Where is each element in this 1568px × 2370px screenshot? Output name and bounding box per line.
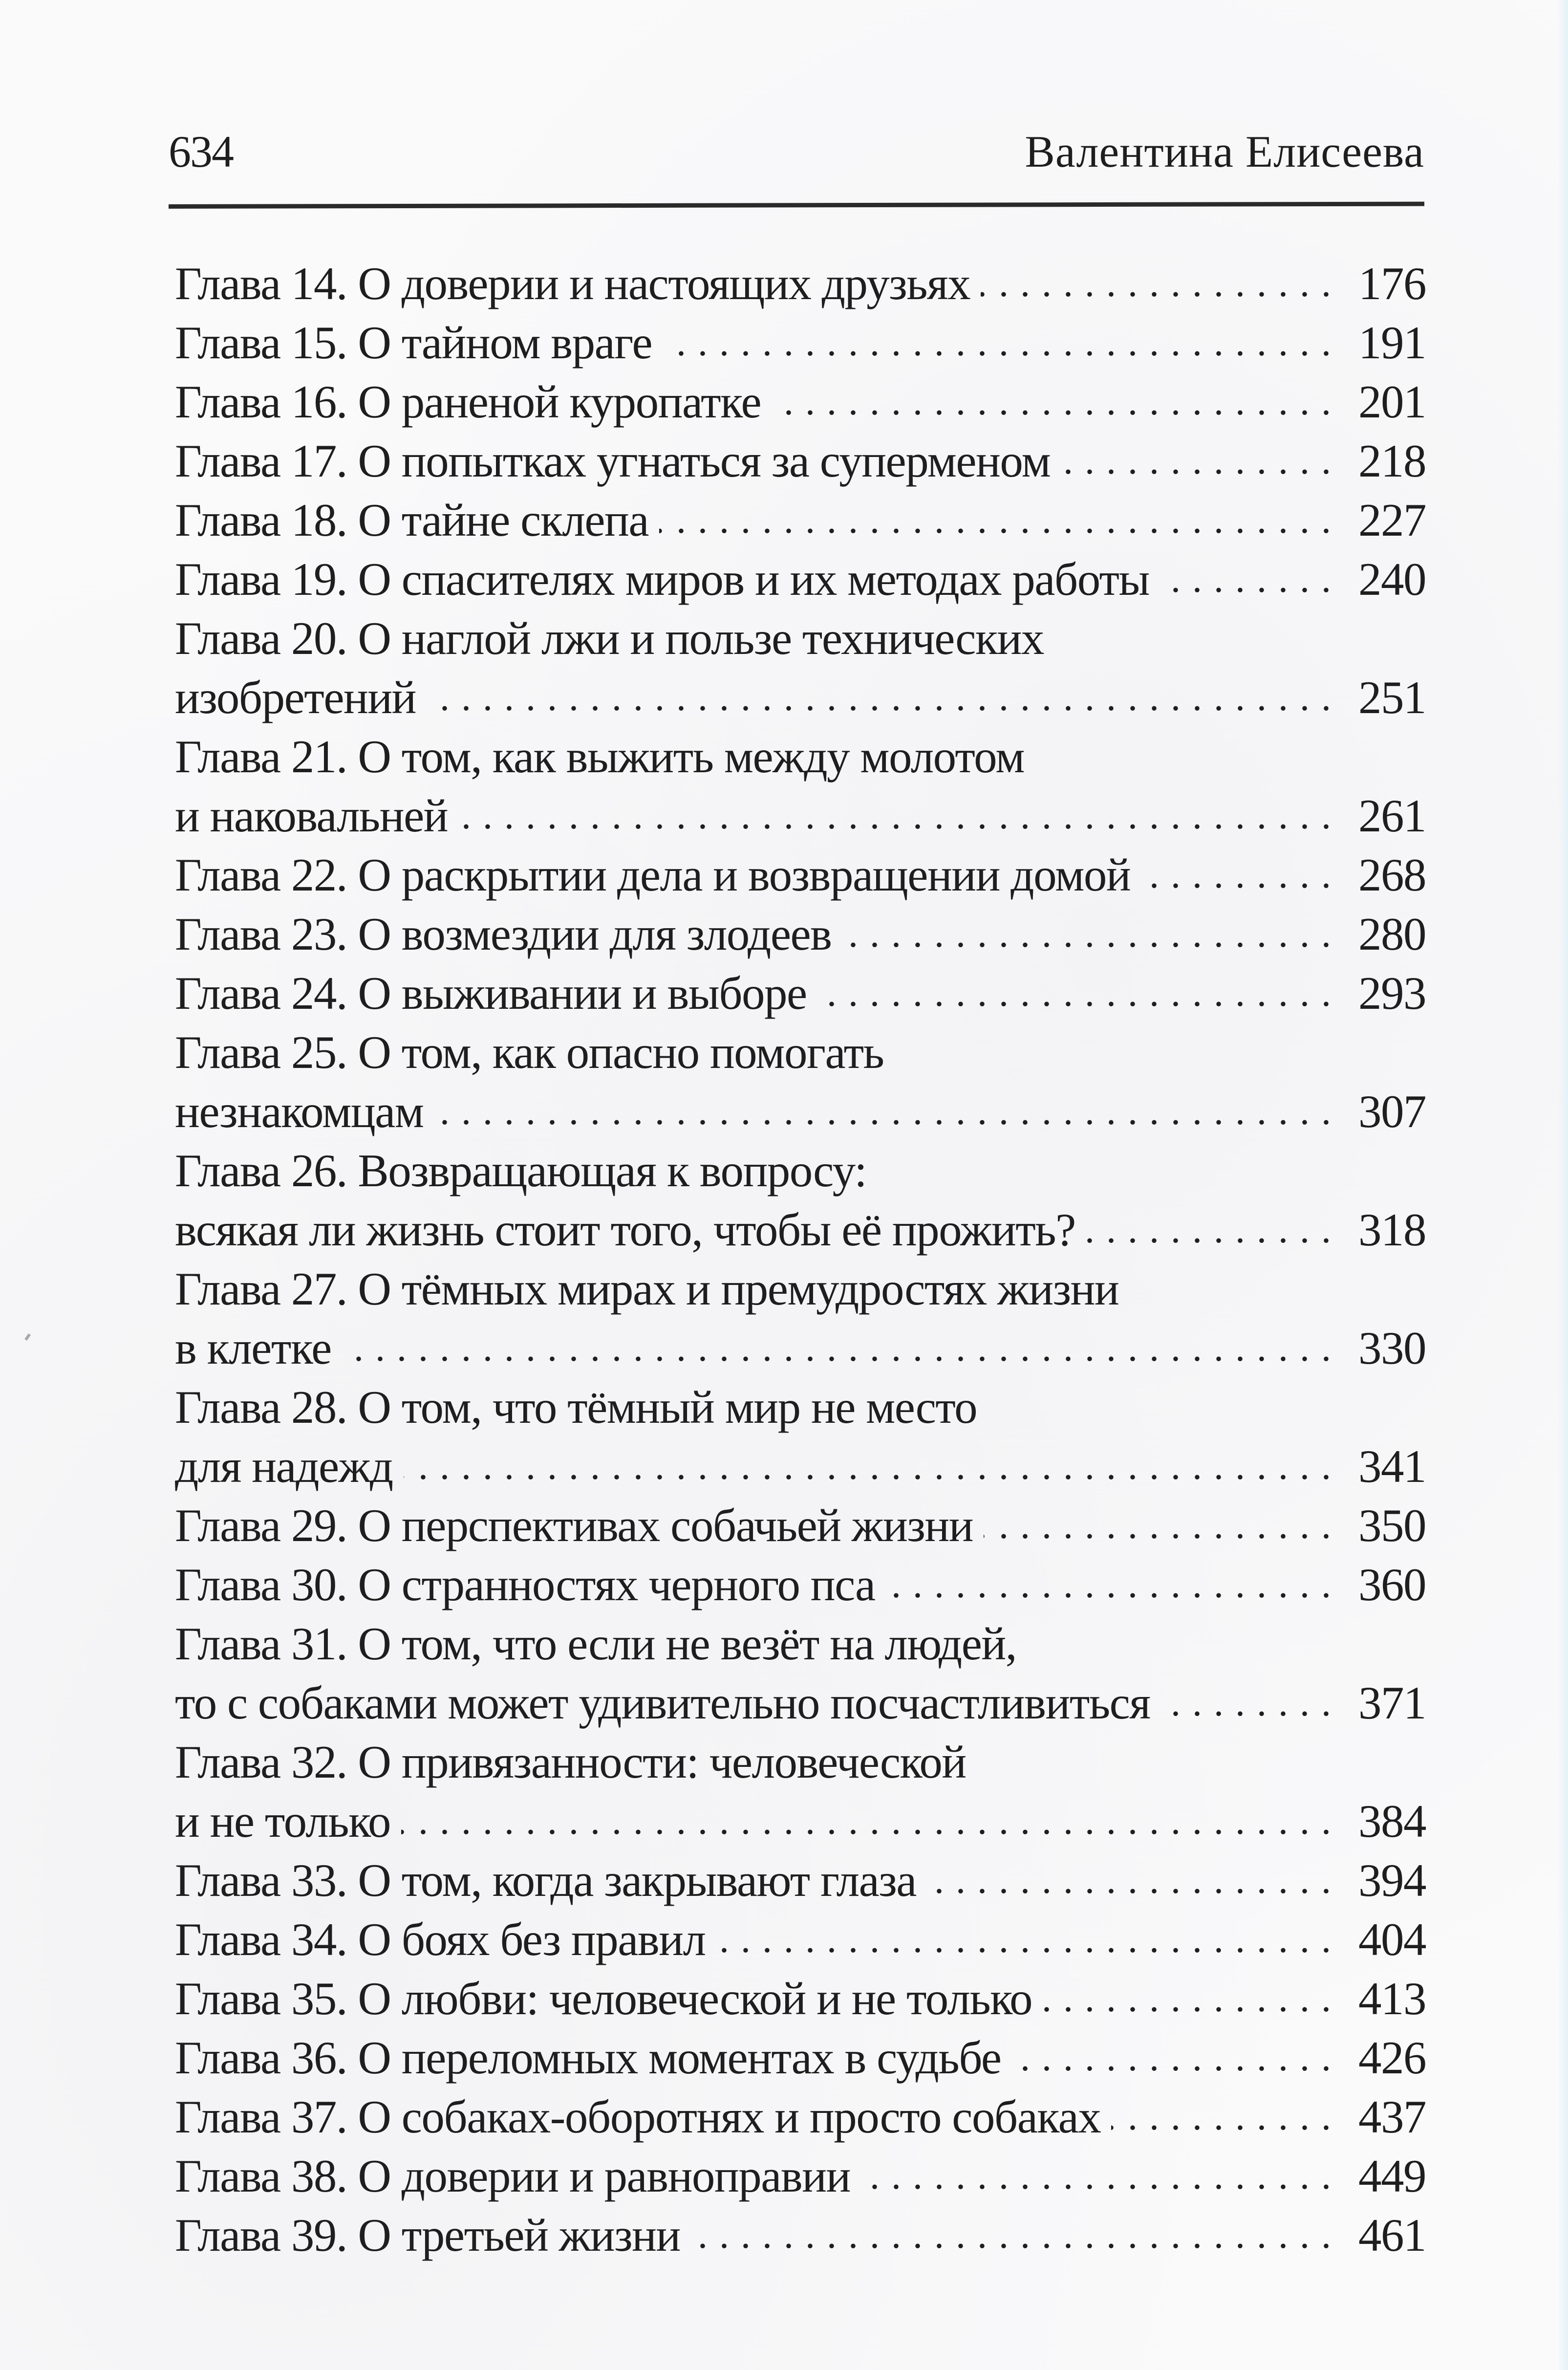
toc-entry-title: Глава 20. О наглой лжи и пользе технических: [175, 612, 1044, 664]
toc-entry-page-number: 371: [1358, 1677, 1426, 1729]
toc-entry-line-final: [175, 313, 1426, 372]
toc-entry-title: для надежд: [175, 1440, 393, 1492]
toc-entry: [175, 1260, 1426, 1378]
toc-entry-title: Глава 39. О третьей жизни: [175, 2209, 680, 2261]
toc-entry-line: [175, 1614, 1426, 1674]
table-of-contents: [175, 254, 1426, 2265]
toc-entry-line-final: [175, 964, 1426, 1023]
dot-leader: [401, 1792, 1332, 1851]
toc-entry-title: Глава 23. О возмездии для злодеев: [175, 908, 832, 960]
toc-entry-page-number: 240: [1358, 553, 1426, 605]
toc-entry-page-number: 280: [1358, 908, 1426, 960]
toc-entry-line-final: [175, 1851, 1426, 1910]
toc-entry: [175, 1851, 1426, 1910]
toc-entry-title: Глава 26. Возвращающая к вопросу:: [175, 1145, 867, 1196]
dot-leader: [427, 668, 1332, 727]
toc-entry-title: Глава 31. О том, что если не везёт на людей,: [175, 1618, 1017, 1670]
toc-entry-title: Глава 14. О доверии и настоящих друзьях: [175, 258, 970, 309]
paper-mark: [24, 1333, 47, 1352]
toc-entry-title: Глава 21. О том, как выжить между молотом: [175, 731, 1024, 783]
toc-entry-line-final: [175, 254, 1426, 313]
toc-entry: [175, 1555, 1426, 1614]
toc-entry-page-number: 449: [1358, 2150, 1426, 2202]
toc-entry-page-number: 307: [1358, 1086, 1426, 1137]
dot-leader: [1061, 432, 1332, 491]
toc-entry-line-final: [175, 846, 1426, 905]
dot-leader: [927, 1851, 1332, 1910]
toc-entry-title: в клетке: [175, 1322, 331, 1374]
toc-entry-line-final: [175, 372, 1426, 432]
dot-leader: [886, 1555, 1332, 1614]
toc-entry-line: [175, 727, 1426, 786]
toc-entry-title: изобретений: [175, 672, 416, 723]
toc-entry: [175, 313, 1426, 372]
toc-entry-title: Глава 28. О том, что тёмный мир не место: [175, 1381, 977, 1433]
toc-entry-title: Глава 33. О том, когда закрывают глаза: [175, 1854, 916, 1906]
header-rule-divider: [169, 202, 1424, 209]
toc-entry-line-final: [175, 1674, 1426, 1733]
dot-leader: [1012, 2028, 1332, 2087]
dot-leader: [716, 1910, 1332, 1969]
dot-leader: [1111, 2087, 1332, 2147]
toc-entry: [175, 2147, 1426, 2206]
toc-entry-title: Глава 36. О переломных моментах в судьбе: [175, 2032, 1001, 2084]
toc-entry-line-final: [175, 2206, 1426, 2265]
toc-entry: [175, 550, 1426, 609]
toc-entry: [175, 1378, 1426, 1496]
toc-entry-line: [175, 1378, 1426, 1437]
toc-entry-line-final: [175, 668, 1426, 727]
toc-entry: [175, 1023, 1426, 1141]
toc-entry: [175, 372, 1426, 432]
toc-entry-line-final: [175, 1319, 1426, 1378]
toc-entry-line-final: [175, 550, 1426, 609]
toc-entry-line-final: [175, 432, 1426, 491]
toc-entry: [175, 2206, 1426, 2265]
toc-entry: [175, 1614, 1426, 1733]
toc-entry: [175, 609, 1426, 727]
toc-entry-line-final: [175, 1200, 1426, 1260]
toc-entry-page-number: 437: [1358, 2091, 1426, 2143]
toc-entry-title: Глава 15. О тайном враге: [175, 317, 652, 369]
toc-entry-title: Глава 18. О тайне склепа: [175, 494, 649, 546]
toc-entry-title: Глава 19. О спасителях миров и их методах работы: [175, 553, 1149, 605]
toc-entry: [175, 905, 1426, 964]
toc-entry-line-final: [175, 786, 1426, 846]
toc-entry-title: Глава 37. О собаках-оборотнях и просто собаках: [175, 2091, 1101, 2143]
toc-entry-title: Глава 35. О любви: человеческой и не только: [175, 1973, 1032, 2024]
toc-entry: [175, 727, 1426, 846]
toc-entry: [175, 964, 1426, 1023]
dot-leader: [342, 1319, 1332, 1378]
toc-entry-page-number: 404: [1358, 1913, 1426, 1965]
toc-entry-title: Глава 34. О боях без правил: [175, 1913, 706, 1965]
page-edge-shadow: [1557, 0, 1568, 2370]
toc-entry: [175, 254, 1426, 313]
toc-entry-page-number: 426: [1358, 2032, 1426, 2084]
toc-entry-title: Глава 17. О попытках угнаться за суперменом: [175, 435, 1051, 487]
toc-entry-title: Глава 25. О том, как опасно помогать: [175, 1026, 884, 1078]
toc-entry-title: Глава 29. О перспективах собачьей жизни: [175, 1500, 973, 1551]
dot-leader: [1043, 1969, 1332, 2028]
toc-entry-page-number: 261: [1358, 790, 1426, 842]
toc-entry-page-number: 461: [1358, 2209, 1426, 2261]
dot-leader: [404, 1437, 1332, 1496]
toc-entry-line-final: [175, 2028, 1426, 2087]
toc-entry-page-number: 350: [1358, 1500, 1426, 1551]
dot-leader: [659, 491, 1332, 550]
toc-entry-line: [175, 1141, 1426, 1200]
toc-entry: [175, 1910, 1426, 1969]
dot-leader: [1086, 1200, 1332, 1260]
toc-entry-page-number: 218: [1358, 435, 1426, 487]
toc-entry-page-number: 251: [1358, 672, 1426, 723]
dot-leader: [1161, 1674, 1332, 1733]
toc-entry-line: [175, 1260, 1426, 1319]
toc-entry-line: [175, 1733, 1426, 1792]
toc-entry-line-final: [175, 905, 1426, 964]
dot-leader: [981, 254, 1332, 313]
toc-entry-title: Глава 32. О привязанности: человеческой: [175, 1736, 966, 1788]
dot-leader: [691, 2206, 1332, 2265]
toc-entry-title: Глава 27. О тёмных мирах и премудростях жизни: [175, 1263, 1119, 1315]
toc-entry-title: и не только: [175, 1795, 390, 1847]
toc-entry-line-final: [175, 1792, 1426, 1851]
toc-entry-line-final: [175, 1969, 1426, 2028]
toc-entry-line-final: [175, 2147, 1426, 2206]
toc-entry: [175, 432, 1426, 491]
toc-entry-line-final: [175, 1437, 1426, 1496]
toc-entry-page-number: 360: [1358, 1559, 1426, 1610]
page-header: [169, 125, 1424, 178]
toc-entry-title: всякая ли жизнь стоит того, чтобы её прожить?: [175, 1204, 1075, 1256]
dot-leader: [861, 2147, 1332, 2206]
toc-entry-line-final: [175, 491, 1426, 550]
toc-entry-page-number: 293: [1358, 967, 1426, 1019]
toc-entry: [175, 491, 1426, 550]
toc-entry-line-final: [175, 1082, 1426, 1141]
toc-entry-page-number: 268: [1358, 849, 1426, 901]
page-number: 634: [169, 127, 233, 176]
toc-entry-title: то с собаками может удивительно посчастливиться: [175, 1677, 1150, 1729]
toc-entry-page-number: 176: [1358, 258, 1426, 309]
toc-entry: [175, 846, 1426, 905]
toc-entry-line: [175, 609, 1426, 668]
toc-entry-title: Глава 22. О раскрытии дела и возвращении домой: [175, 849, 1131, 901]
toc-entry-line: [175, 1023, 1426, 1082]
toc-entry-page-number: 201: [1358, 376, 1426, 428]
toc-entry-page-number: 191: [1358, 317, 1426, 369]
toc-entry-line-final: [175, 1496, 1426, 1555]
toc-entry-line-final: [175, 2087, 1426, 2147]
toc-entry: [175, 2028, 1426, 2087]
toc-entry: [175, 1733, 1426, 1851]
toc-entry-title: Глава 38. О доверии и равноправии: [175, 2150, 850, 2202]
toc-entry-page-number: 413: [1358, 1973, 1426, 2024]
dot-leader: [817, 964, 1332, 1023]
dot-leader: [663, 313, 1332, 372]
toc-entry-line-final: [175, 1910, 1426, 1969]
toc-entry-page-number: 227: [1358, 494, 1426, 546]
toc-entry-page-number: 384: [1358, 1795, 1426, 1847]
toc-entry-title: Глава 24. О выживании и выборе: [175, 967, 807, 1019]
toc-entry: [175, 1969, 1426, 2028]
toc-entry: [175, 1496, 1426, 1555]
toc-entry-page-number: 330: [1358, 1322, 1426, 1374]
dot-leader: [434, 1082, 1332, 1141]
toc-entry-line-final: [175, 1555, 1426, 1614]
running-title-author: Валентина Елисеева: [1025, 127, 1424, 176]
dot-leader: [1141, 846, 1332, 905]
toc-entry-page-number: 318: [1358, 1204, 1426, 1256]
toc-entry-title: незнакомцам: [175, 1086, 424, 1137]
dot-leader: [772, 372, 1332, 432]
dot-leader: [458, 786, 1332, 846]
toc-entry-title: Глава 16. О раненой куропатке: [175, 376, 761, 428]
toc-entry-page-number: 394: [1358, 1854, 1426, 1906]
dot-leader: [1160, 550, 1332, 609]
toc-entry-title: и наковальней: [175, 790, 448, 842]
dot-leader: [842, 905, 1332, 964]
toc-entry-title: Глава 30. О странностях черного пса: [175, 1559, 875, 1610]
toc-entry: [175, 1141, 1426, 1260]
toc-entry: [175, 2087, 1426, 2147]
dot-leader: [984, 1496, 1332, 1555]
toc-entry-page-number: 341: [1358, 1440, 1426, 1492]
